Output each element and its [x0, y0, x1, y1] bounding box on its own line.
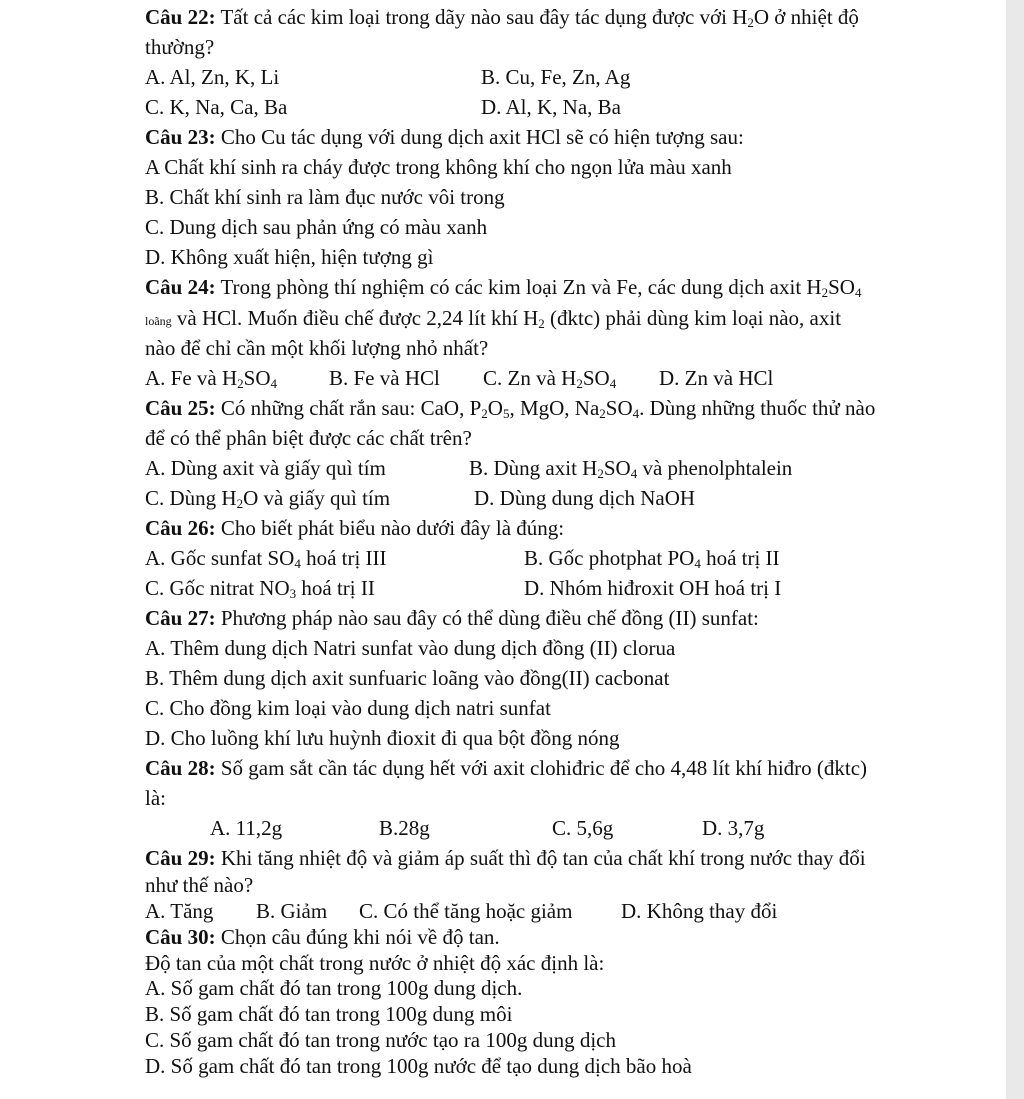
q24-stem-cont2: nào để chỉ cần một khối lượng nhỏ nhất? — [145, 336, 489, 360]
q24-stem: Câu 24: Trong phòng thí nghiệm có các kim loại Zn và Fe, các dung dịch axit $H_2SO_4$ — [145, 275, 862, 300]
q23-option-b: B. Chất khí sinh ra làm đục nước vôi trong — [145, 185, 505, 209]
q30-stem-cont: Độ tan của một chất trong nước ở nhiệt độ xác định là: — [145, 951, 605, 975]
q22-option-b: B. Cu, Fe, Zn, Ag — [481, 65, 631, 89]
q24-stem-cont: loãng và HCl. Muốn điều chế được 2,24 lít khí $H_2$ (đktc) phải dùng kim loại nào, axit — [145, 306, 842, 331]
q28-option-a: A. 11,2g — [210, 816, 283, 840]
q29-option-d: D. Không thay đổi — [621, 899, 778, 923]
q29-stem-cont: như thế nào? — [145, 873, 254, 897]
q25-option-d: D. Dùng dung dịch NaOH — [474, 486, 696, 510]
q26-stem: Câu 26: Cho biết phát biểu nào dưới đây là đúng: — [145, 516, 565, 540]
q24-option-c: C. Zn và $H_2SO_4$ — [483, 366, 617, 391]
q29-stem: Câu 29: Khi tăng nhiệt độ và giảm áp suất thì độ tan của chất khí trong nước thay đổi — [145, 846, 866, 870]
q25-stem: Câu 25: Có những chất rắn sau: CaO, $P_2O_5$, MgO, $Na_2SO_4$. Dùng những thuốc thử nào — [145, 396, 876, 421]
q22-option-d: D. Al, K, Na, Ba — [481, 95, 621, 119]
q24-option-a: A. Fe và $H_2SO_4$ — [145, 366, 278, 391]
q27-option-b: B. Thêm dung dịch axit sunfuaric loãng vào đồng(II) cacbonat — [145, 666, 670, 690]
q26-option-c: C. Gốc nitrat $NO_3$ hoá trị II — [145, 576, 375, 601]
q30-stem: Câu 30: Chọn câu đúng khi nói về độ tan. — [145, 925, 500, 949]
q26-option-a: A. Gốc sunfat $SO_4$ hoá trị III — [145, 546, 387, 571]
q23-stem: Câu 23: Cho Cu tác dụng với dung dịch axit HCl sẽ có hiện tượng sau: — [145, 125, 744, 149]
q27-option-d: D. Cho luồng khí lưu huỳnh đioxit đi qua bột đồng nóng — [145, 726, 620, 750]
q29-option-a: A. Tăng — [145, 899, 214, 923]
q30-option-a: A. Số gam chất đó tan trong 100g dung dịch. — [145, 976, 523, 1000]
q26-option-b: B. Gốc photphat $PO_4$ hoá trị II — [524, 546, 780, 571]
q24-option-d: D. Zn và HCl — [659, 366, 774, 390]
q29-option-c: C. Có thể tăng hoặc giảm — [359, 899, 573, 923]
q28-stem-cont: là: — [145, 786, 166, 810]
q24-option-b: B. Fe và HCl — [329, 366, 440, 390]
q22-stem: Câu 22: Tất cả các kim loại trong dãy nào sau đây tác dụng được với $H_2O$ ở nhiệt độ — [145, 5, 859, 30]
q29-option-b: B. Giảm — [256, 899, 328, 923]
q28-option-d: D. 3,7g — [702, 816, 765, 840]
q23-option-a: A Chất khí sinh ra cháy được trong không khí cho ngọn lửa màu xanh — [145, 155, 732, 179]
page-edge — [1006, 0, 1024, 1099]
q27-stem: Câu 27: Phương pháp nào sau đây có thể dùng điều chế đồng (II) sunfat: — [145, 606, 759, 630]
q23-option-d: D. Không xuất hiện, hiện tượng gì — [145, 245, 434, 269]
q22-stem-cont: thường? — [145, 35, 215, 59]
q30-option-d: D. Số gam chất đó tan trong 100g nước để tạo dung dịch bão hoà — [145, 1054, 692, 1078]
q22-option-c: C. K, Na, Ca, Ba — [145, 95, 288, 119]
q26-option-d: D. Nhóm hiđroxit OH hoá trị I — [524, 576, 782, 600]
q27-option-c: C. Cho đồng kim loại vào dung dịch natri sunfat — [145, 696, 551, 720]
q25-option-b: B. Dùng axit $H_2SO_4$ và phenolphtalein — [469, 456, 793, 481]
q22-option-a: A. Al, Zn, K, Li — [145, 65, 280, 89]
q30-option-b: B. Số gam chất đó tan trong 100g dung môi — [145, 1002, 513, 1026]
q27-option-a: A. Thêm dung dịch Natri sunfat vào dung dịch đồng (II) clorua — [145, 636, 676, 660]
q25-option-c: C. Dùng $H_2O$ và giấy quì tím — [145, 486, 391, 511]
q25-stem-cont: để có thể phân biệt được các chất trên? — [145, 426, 472, 450]
q28-option-b: B.28g — [379, 816, 430, 840]
q25-option-a: A. Dùng axit và giấy quì tím — [145, 456, 386, 480]
q28-option-c: C. 5,6g — [552, 816, 614, 840]
q30-option-c: C. Số gam chất đó tan trong nước tạo ra 100g dung dịch — [145, 1028, 616, 1052]
q28-stem: Câu 28: Số gam sắt cần tác dụng hết với axit clohiđric để cho 4,48 lít khí hiđro (đktc) — [145, 756, 868, 780]
q23-option-c: C. Dung dịch sau phản ứng có màu xanh — [145, 215, 488, 239]
